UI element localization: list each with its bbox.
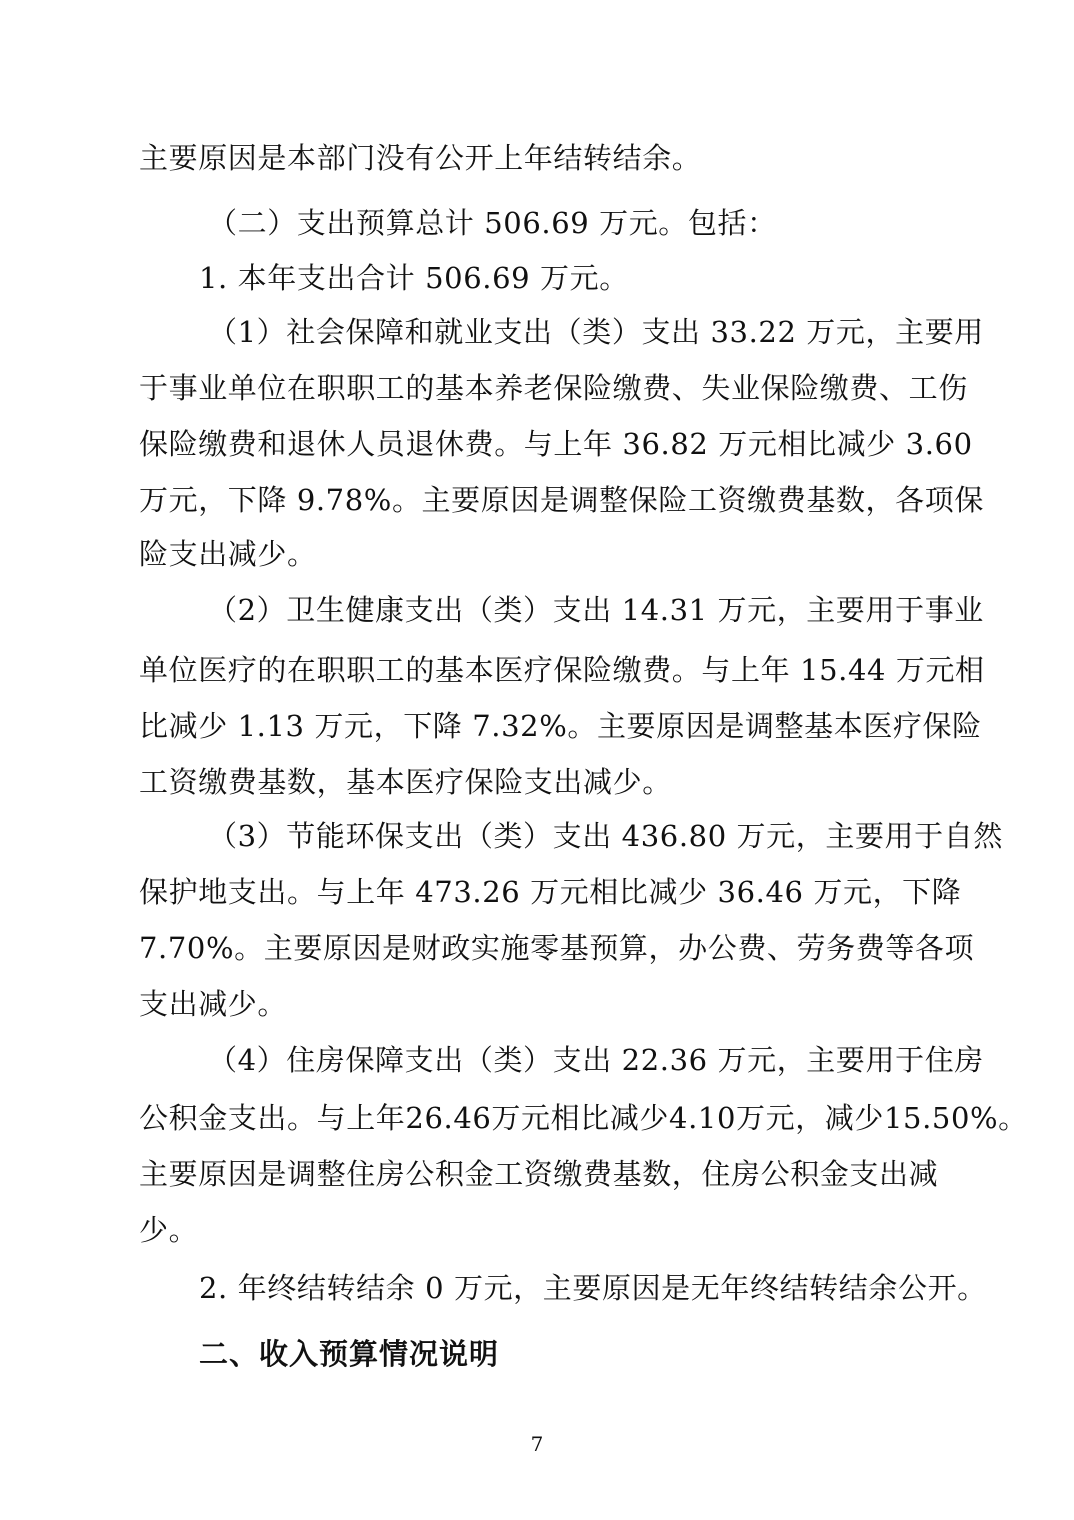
body-line: 1. 本年支出合计 506.69 万元。 (199, 261, 629, 295)
body-line: （3）节能环保支出（类）支出 436.80 万元，主要用于自然 (208, 819, 1003, 853)
section-heading: 二、收入预算情况说明 (199, 1337, 500, 1371)
body-line: 7.70%。主要原因是财政实施零基预算，办公费、劳务费等各项 (139, 931, 975, 965)
body-line: 主要原因是调整住房公积金工资缴费基数，住房公积金支出减 (139, 1157, 939, 1191)
body-line: （1）社会保障和就业支出（类）支出 33.22 万元，主要用 (208, 315, 984, 349)
body-line: 保护地支出。与上年 473.26 万元相比减少 36.46 万元，下降 (139, 875, 962, 909)
body-line: 保险缴费和退休人员退休费。与上年 36.82 万元相比减少 3.60 (139, 427, 973, 461)
body-line: （4）住房保障支出（类）支出 22.36 万元，主要用于住房 (208, 1043, 984, 1077)
body-line: 主要原因是本部门没有公开上年结转结余。 (139, 141, 702, 175)
body-line: 万元，下降 9.78%。主要原因是调整保险工资缴费基数，各项保 (139, 483, 984, 517)
body-line: （2）卫生健康支出（类）支出 14.31 万元，主要用于事业 (208, 593, 984, 627)
body-line: （二）支出预算总计 506.69 万元。包括： (208, 206, 777, 240)
body-line: 于事业单位在职职工的基本养老保险缴费、失业保险缴费、工伤 (139, 371, 968, 405)
body-line: 比减少 1.13 万元，下降 7.32%。主要原因是调整基本医疗保险 (139, 709, 982, 743)
body-line: 公积金支出。与上年26.46万元相比减少4.10万元，减少15.50%。 (139, 1101, 1028, 1135)
body-line: 少。 (139, 1213, 199, 1247)
body-line: 单位医疗的在职职工的基本医疗保险缴费。与上年 15.44 万元相 (139, 653, 985, 687)
body-line: 2. 年终结转结余 0 万元，主要原因是无年终结转结余公开。 (199, 1271, 987, 1305)
body-line: 支出减少。 (139, 987, 288, 1021)
body-line: 险支出减少。 (139, 537, 317, 571)
body-line: 工资缴费基数，基本医疗保险支出减少。 (139, 765, 672, 799)
page-number: 7 (530, 1432, 544, 1456)
